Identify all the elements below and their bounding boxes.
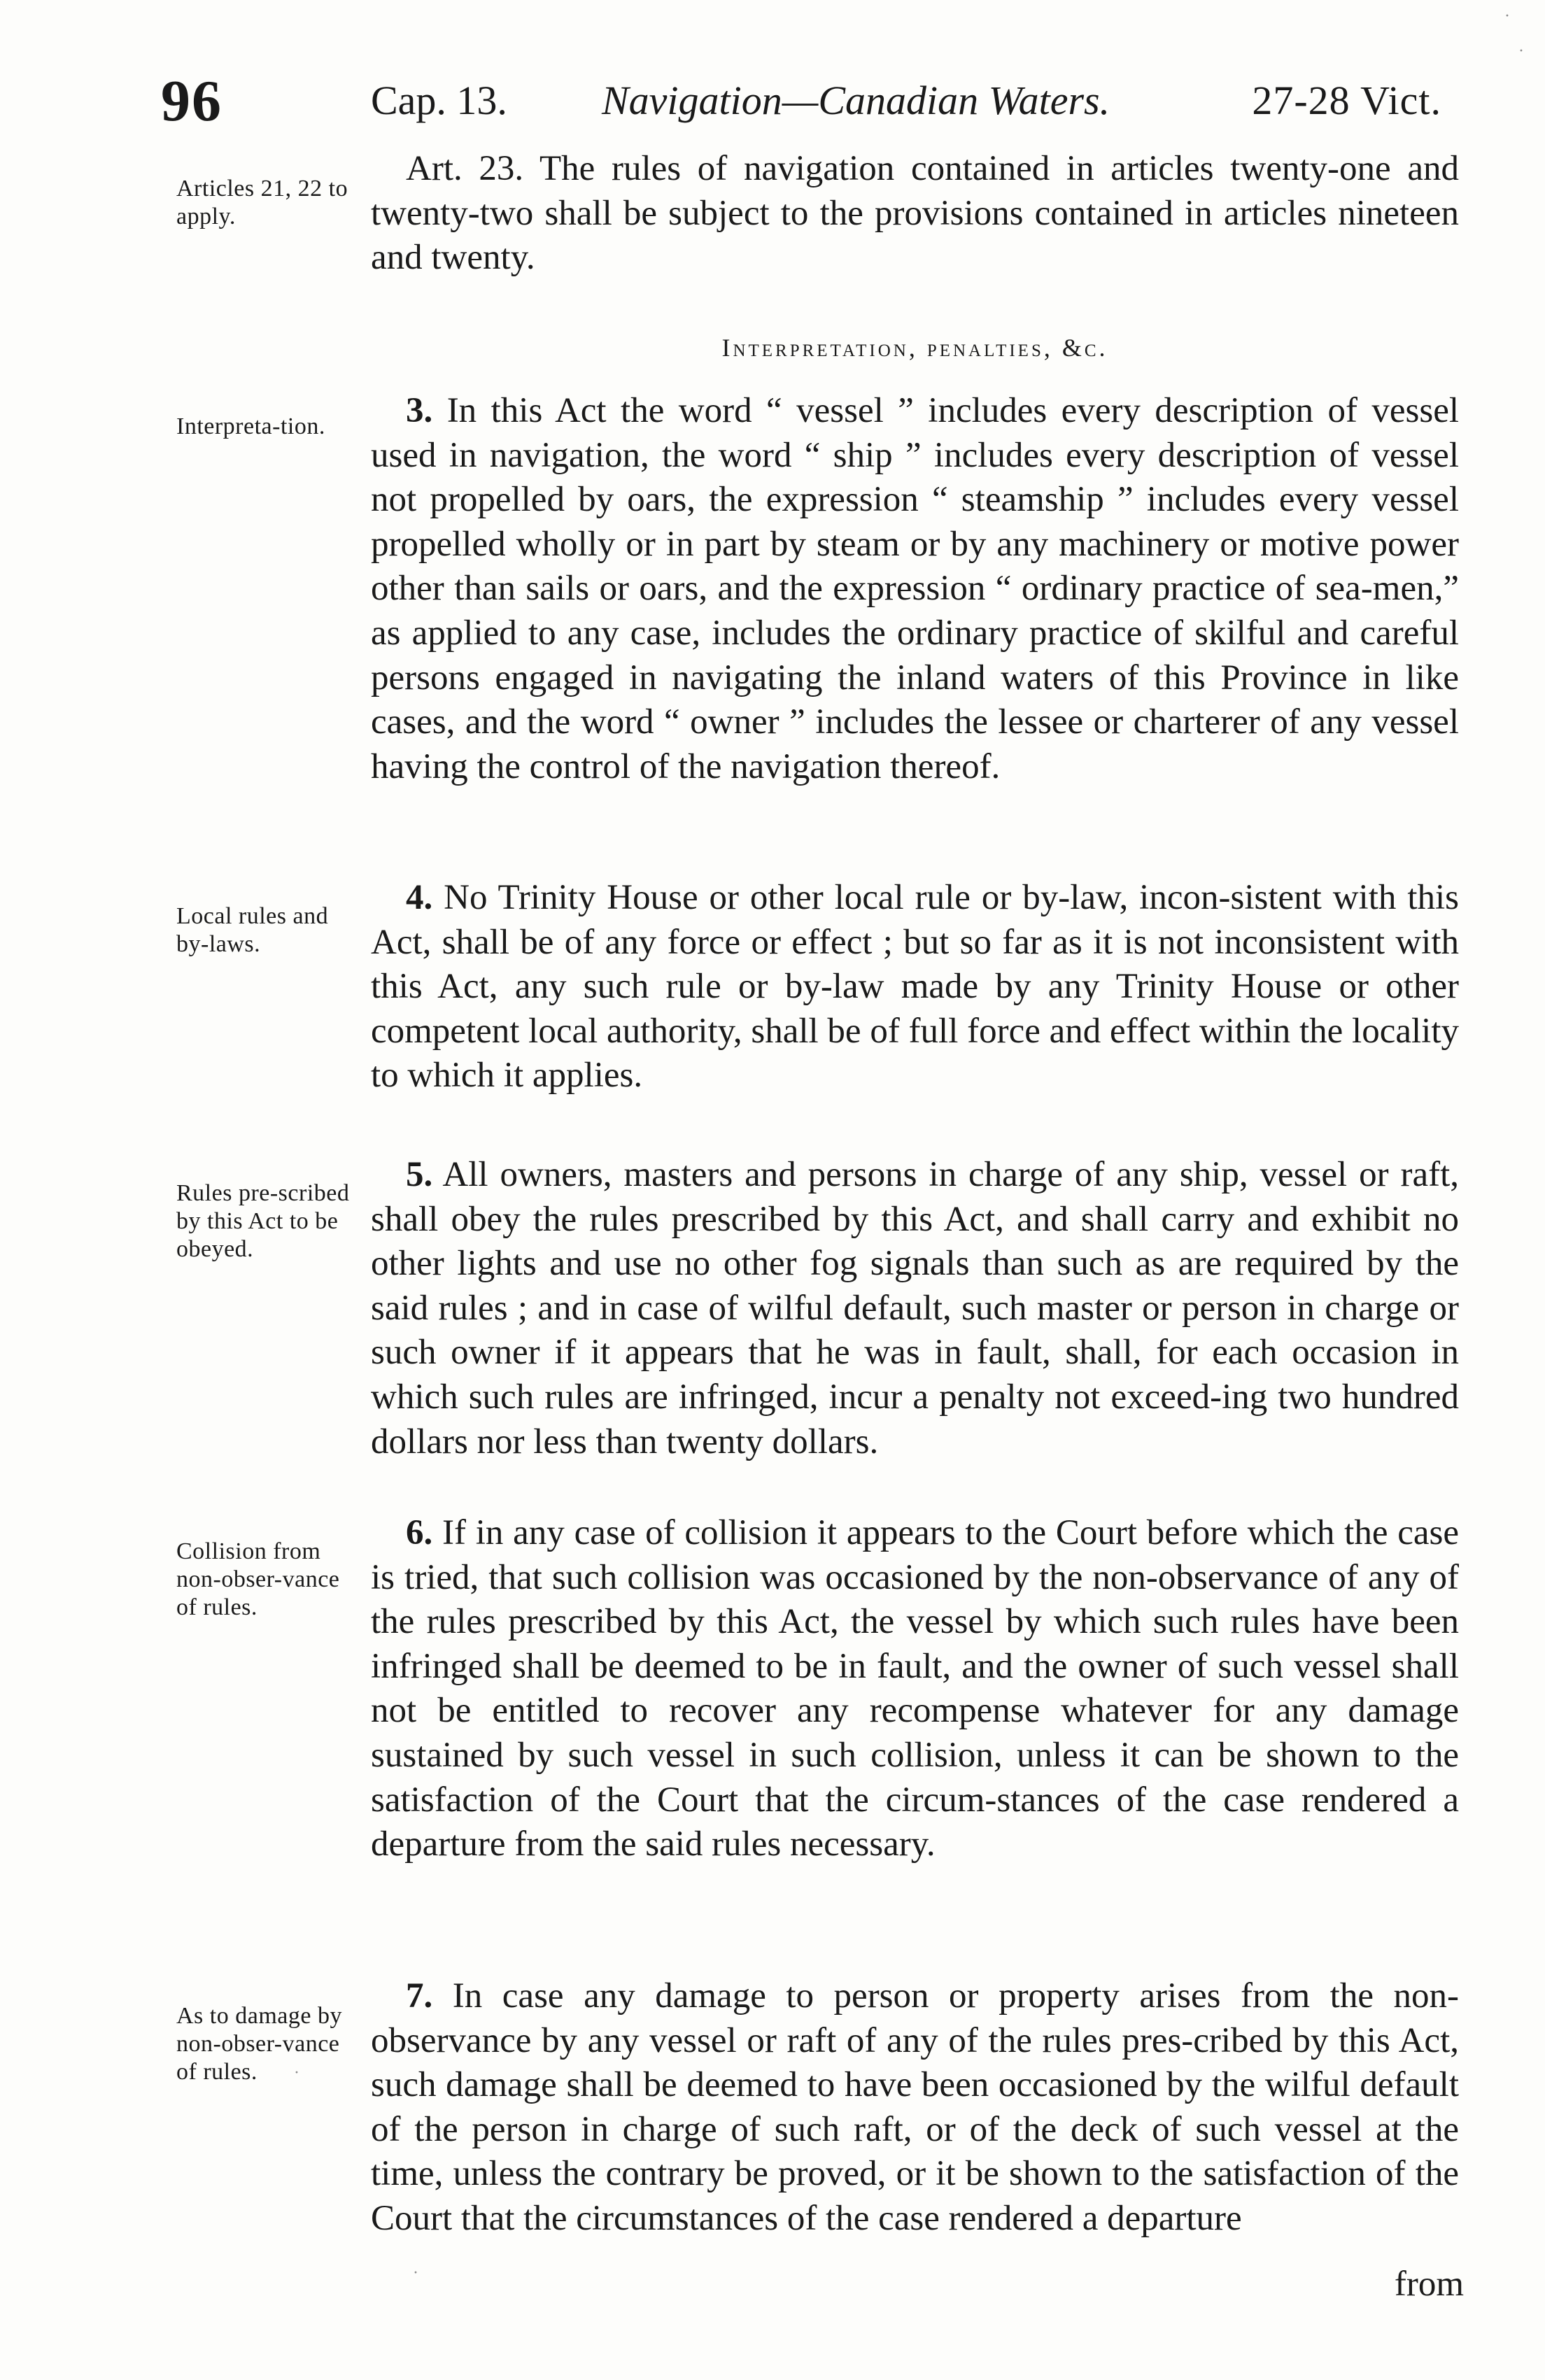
print-speck: · — [1504, 7, 1510, 25]
running-header — [161, 67, 1441, 144]
chapter-reference: Cap. 13. — [371, 78, 507, 123]
print-speck: · — [1518, 42, 1524, 60]
section-body: If in any case of collision it appears to the Court before which the case is tried, that such collision was occasioned by the non-observance of any of the rules prescribed by this Act, the vessel by which such rules have been infringed shall be deemed to be in fault, and the owner of such vessel shall not be entitled to recover any recompense whatever for any damage sustained by such vessel in such collision, unless it can be shown to the satisfaction of the Court that the circum-stances of the case rendered a departure from the said rules necessary. — [371, 1513, 1459, 1864]
catchword: from — [1394, 2265, 1464, 2304]
running-title: Navigation—Canadian Waters. — [602, 78, 1110, 123]
margin-note: Rules pre-scribed by this Act to be obeyed. — [176, 1180, 350, 1262]
section-text — [371, 1974, 1459, 2241]
section-number: 5. — [406, 1155, 433, 1194]
section-number: 4. — [406, 878, 433, 917]
section-body: Art. 23. The rules of navigation contained in articles twenty-one and twenty-two shall be subject to the provisions contained in articles nineteen and twenty. — [371, 149, 1459, 278]
page-number: 96 — [161, 69, 223, 134]
section-body: All owners, masters and persons in charge of any ship, vessel or raft, shall obey the rules prescribed by this Act, and shall carry and exhibit no other lights and use no other fog signals than such as are required by the said rules ; and in case of wilful default, such master or person in charge or such owner if it appears that he was in fault, shall, for each occasion in which such rules are infringed, incur a penalty not exceed-ing two hundred dollars nor less than twenty dollars. — [371, 1155, 1460, 1461]
section-body: In this Act the word “ vessel ” includes every description of vessel used in navigation, the word “ ship ” includes every description of vessel not propelled by oars, the expression “ steamship ” includes every vessel propelled wholly or in part by steam or by any machinery or motive power other than sails or oars, and the expression “ ordinary practice of sea-men,” as applied to any case, includes the ordinary practice of skilful and careful persons engaged in navigating the inland waters of this Province in like cases, and the word “ owner ” includes the lessee or charterer of any vessel having the control of the navigation thereof. — [371, 391, 1460, 786]
section-number: 3. — [406, 391, 433, 430]
section-heading: Interpretation, penalties, &c. — [721, 334, 1108, 362]
section-text — [371, 876, 1459, 1098]
section-text — [371, 1511, 1459, 1867]
section-number: 7. — [406, 1976, 433, 2016]
margin-note: As to damage by non-obser-vance of rules. — [176, 2003, 342, 2085]
section-text — [371, 389, 1459, 789]
print-speck: · — [294, 2064, 299, 2082]
margin-note: Local rules and by-laws. — [176, 903, 329, 957]
section-number: 6. — [406, 1513, 433, 1552]
margin-note: Articles 21, 22 to apply. — [176, 176, 348, 229]
regnal-year: 27-28 Vict. — [1252, 78, 1441, 123]
section-body: No Trinity House or other local rule or by-law, incon-sistent with this Act, shall be of any force or effect ; but so far as it is not inconsistent with this Act, any such rule or by-law made by any Trinity House or other competent local authority, shall be of full force and effect within the locality to which it applies. — [371, 878, 1459, 1096]
margin-note: Interpreta-tion. — [176, 413, 325, 439]
section-body: In case any damage to person or property arises from the non-observance by any vessel or raft of any of the rules pres-cribed by this Act, such damage shall be deemed to have been occasioned by the wilful default of the person in charge of such raft, or of the deck of such vessel at the time, unless the contrary be proved, or it be shown to the satisfaction of the Court that the circumstances of the case rendered a departure — [371, 1976, 1460, 2238]
section-text — [371, 147, 1459, 281]
section-text — [371, 1153, 1459, 1464]
margin-note: Collision from non-obser-vance of rules. — [176, 1538, 340, 1620]
print-speck: · — [413, 2264, 418, 2282]
